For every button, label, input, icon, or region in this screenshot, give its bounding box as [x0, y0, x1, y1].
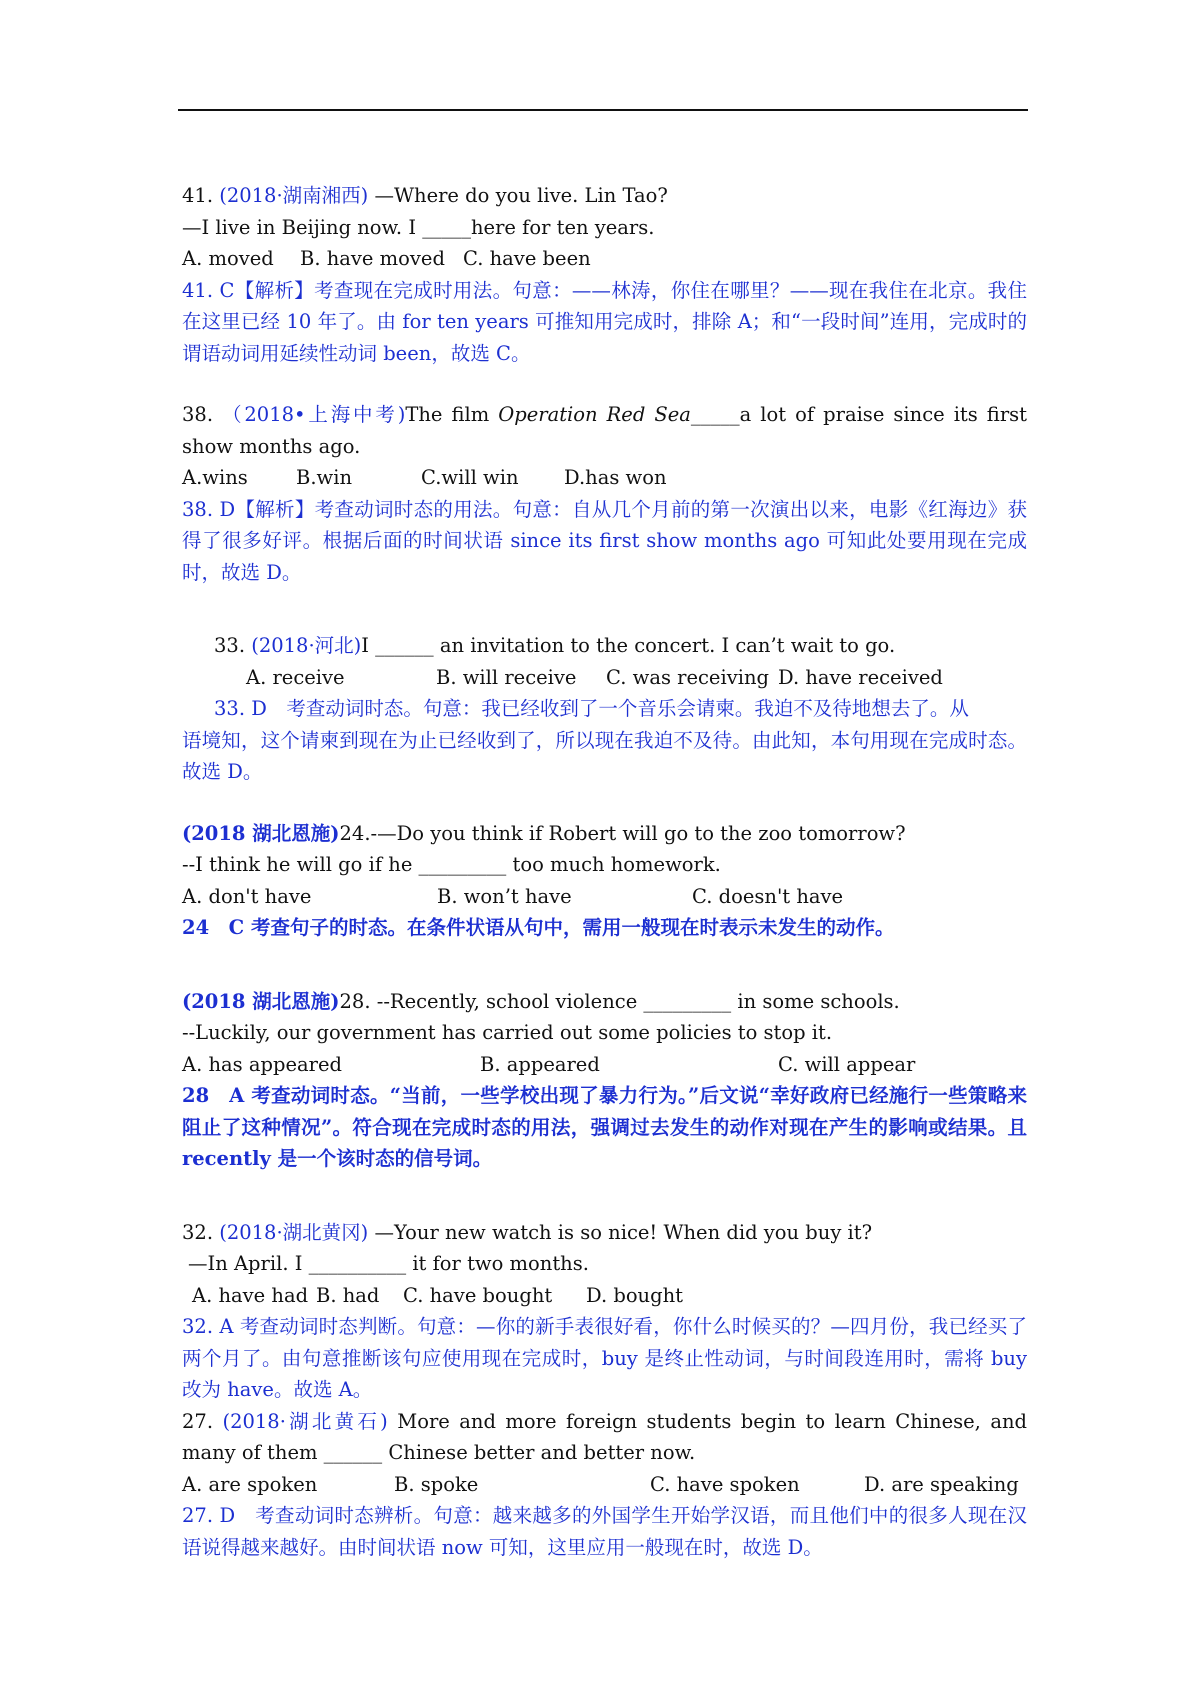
q38-option-b: B.win [296, 466, 353, 489]
q24-source: (2018 湖北恩施) [182, 821, 340, 845]
q41-question: —Where do you live. Lin Tao? [368, 184, 668, 207]
q27-source: (2018·湖北黄石) [222, 1409, 388, 1433]
q28-option-c: C. will appear [778, 1052, 916, 1076]
q32-source: (2018·湖北黄冈) [219, 1220, 369, 1244]
q32-option-b: B. had [316, 1283, 380, 1307]
q32-option-c: C. have bought [403, 1283, 553, 1307]
q41-source: (2018·湖南湘西) [219, 184, 369, 207]
q38-options [182, 462, 1027, 494]
q38-film-title: Operation Red Sea [498, 403, 691, 426]
q41-option-a: A. moved [182, 247, 274, 270]
q28-source: (2018 湖北恩施) [182, 989, 340, 1013]
q33-question: 33. (2018·河北)I ______ an invitation to the concert. I can’t wait to go. [214, 634, 896, 657]
q28-option-b: B. appeared [480, 1052, 600, 1076]
q24-line1: (2018 湖北恩施)24.-—Do you think if Robert will go to the zoo tomorrow? [182, 821, 906, 845]
q38-option-c: C.will win [421, 466, 519, 489]
q24-option-c: C. doesn't have [692, 884, 844, 908]
q28-answer: 28 A 考查动词时态。“当前，一些学校出现了暴力行为。”后文说“幸好政府已经施行一些策略来阻止了这种情况”。符合现在完成时态的用法，强调过去发生的动作对现在产生的影响或结果。且 recently 是一个该时态的信号词。 [182, 1084, 1027, 1170]
q41-line2: —I live in Beijing now. I _____here for ten years. [182, 215, 655, 239]
q24-option-b: B. won’t have [437, 884, 572, 908]
q24-option-a: A. don't have [182, 884, 312, 908]
q41-line1 [182, 180, 1027, 212]
q32-line1: 32. (2018·湖北黄冈) —Your new watch is so nice! When did you buy it? [182, 1220, 873, 1244]
q27-answer: 27. D 考查动词时态辨析。句意：越来越多的外国学生开始学汉语，而且他们中的很多人现在汉语说得越来越好。由时间状语 now 可知，这里应用一般现在时，故选 D。 [182, 1504, 1027, 1559]
q41-answer: 41. C【解析】考查现在完成时用法。句意：——林涛，你住在哪里？——现在我住在北京。我住在这里已经 10 年了。由 for ten years 可推知用完成时，排除 A；和“一段时间”连用，完成时的谓语动词用延续性动词 been，故选 C。 [182, 278, 1027, 365]
header-rule [178, 109, 1028, 111]
q38-question: 38. （2018•上海中考)The film Operation Red Sea_____a lot of praise since its first show months ago. [182, 403, 1027, 458]
q33-options [182, 662, 1027, 694]
q32-answer: 32. A 考查动词时态判断。句意：—你的新手表很好看，你什么时候买的？—四月份，我已经买了两个月了。由句意推断该句应使用现在完成时，buy 是终止性动词，与时间段连用时，需将 buy 改为 have。故选 A。 [182, 1315, 1027, 1401]
q32-line2: —In April. I __________ it for two months. [188, 1252, 589, 1275]
q27-option-c: C. have spoken [650, 1472, 800, 1496]
q28-line2: --Luckily, our government has carried out some policies to stop it. [182, 1021, 833, 1044]
q33-option-a: A. receive [246, 665, 345, 689]
q38-option-a: A.wins [182, 466, 248, 489]
q32-options [182, 1280, 1027, 1312]
q27-option-a: A. are spoken [182, 1472, 318, 1496]
q33-source: (2018·河北) [251, 634, 362, 657]
q38-answer: 38. D【解析】考查动词时态的用法。句意：自从几个月前的第一次演出以来，电影《红海边》获得了很多好评。根据后面的时间状语 since its first show months ago 可知此处要用现在完成时，故选 D。 [182, 497, 1027, 584]
q38-source: （2018•上海中考) [222, 403, 406, 426]
q38-option-d: D.has won [564, 466, 667, 489]
q33-option-c: C. was receiving [606, 665, 769, 689]
q27-option-b: B. spoke [394, 1472, 479, 1496]
q24-options [182, 881, 1027, 913]
q33-option-b: B. will receive [436, 665, 577, 689]
q24-answer: 24 C 考查句子的时态。在条件状语从句中，需用一般现在时表示未发生的动作。 [182, 916, 895, 939]
q41-options [182, 243, 1027, 275]
q27-option-d: D. are speaking [864, 1472, 1019, 1496]
q32-option-a: A. have had [192, 1283, 309, 1307]
document-body [182, 180, 1027, 1563]
q27-options [182, 1469, 1027, 1501]
q28-options [182, 1049, 1027, 1081]
q33-option-d: D. have received [778, 665, 943, 689]
q41-number: 41. [182, 184, 220, 207]
q33-answer: 33. D 考查动词时态。句意：我已经收到了一个音乐会请柬。我迫不及待地想去了。从 语境知，这个请柬到现在为止已经收到了，所以现在我迫不及待。由此知，本句用现在完成时态。故选 D。 [182, 697, 1027, 783]
q41-option-b: B. have moved [300, 247, 445, 270]
q28-line1: (2018 湖北恩施)28. --Recently, school violence _________ in some schools. [182, 989, 900, 1013]
q32-option-d: D. bought [586, 1283, 683, 1307]
q27-question: 27. (2018·湖北黄石) More and more foreign students begin to learn Chinese, and many of them ______ Chinese better and better now. [182, 1409, 1027, 1464]
q24-line2: --I think he will go if he _________ too much homework. [182, 853, 721, 876]
q41-option-c: C. have been [463, 247, 591, 270]
q28-option-a: A. has appeared [182, 1052, 342, 1076]
